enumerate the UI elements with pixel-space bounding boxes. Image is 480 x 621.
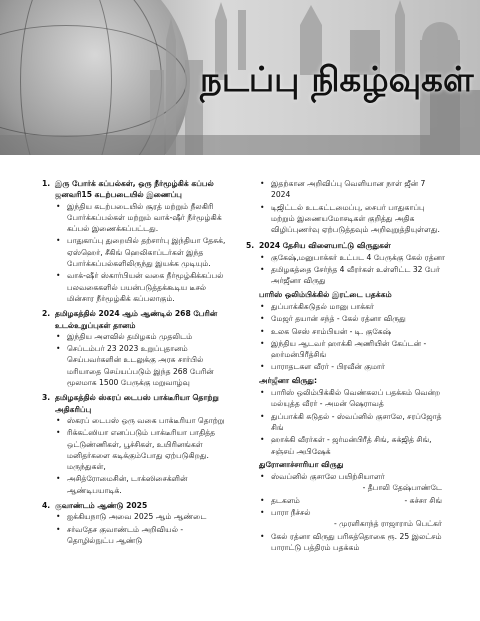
header-banner xyxy=(0,0,480,155)
section-5 xyxy=(246,240,446,553)
page-title: நடப்பு நிகழ்வுகள் xyxy=(200,60,474,100)
list-item: • பாராதடகள வீரர் - பிரவீன் குமார் xyxy=(259,361,446,372)
list-item: • பாதுகாப்பு துறையில் தற்சார்பு இந்தியா தேசுக், ஏஸ்ஹெர், சீகிங் ஹெலிகாப்டர்கள் இந்த போர்க்கப்பல்களிலிருந்து இயக்க முடியும். xyxy=(55,235,226,269)
list-item: • தடகளம் - சுச்சா சிங் xyxy=(259,495,446,506)
list-item: • உலக செஸ் சாம்பியன் - டி. குகேஷ் xyxy=(259,326,446,337)
list-item: • ரிக்கட்ஸியா எனப்படும் பாக்டீரியா பாதித்த ஒட்டுண்ணிகள், பூச்சிகள், உயிரினங்கள் மனிதர்களை கடிக்கும்போது ஏற்படுகிறது. மருந்துகள், xyxy=(55,427,226,472)
list-item: • இந்திய ஆடவர் ஹாக்கி அணியின் கேப்டன் - ஹர்மன்பிரீத்சிங் xyxy=(259,338,446,361)
list-item: • இந்திய கடற்படையில் சூரத் மற்றும் நீலகிரி போர்க்கப்பல்கள் மற்றும் வாக்-ஷீர் நீர்மூழ்கிக் கப்பல் இணைக்கப்பட்டது. xyxy=(55,201,226,235)
list-item: • வாக்-ஷீர் ஸ்கார்பியன் வகை நீர்மூழ்கிக்கப்பல் பலவகைகளில் பயன்படுத்தக்கூடிய டீசல் மின்சார நீர்மூழ்கிக் கப்பலாகும். xyxy=(55,270,226,304)
list-item: • செப்டம்பர் 23 2023 உறுப்புதானம் செய்பவர்களின் உடலுக்கு அரசு சார்பில் மரியாதை செய்யப்படும் இந்த 268 பேரின் மூலமாக 1500 பேருக்கு மறுவாழ்வு xyxy=(55,343,226,388)
list-item: • துப்பாக்கிசுடுதல் மானு பாக்கர் xyxy=(259,301,446,312)
list-item: • அசித்ரோமைசின், டாக்ஸிசைக்ளின் ஆண்டிபயாடிக். xyxy=(55,473,226,496)
list-item: • ஐக்கியநாடு அவை 2025 ஆம் ஆண்டை xyxy=(55,511,226,522)
section-heading: 2. தமிழகத்தில் 2024 ஆம் ஆண்டில் 268 பேரின் உடல்உறுப்புகள் தானம் xyxy=(42,309,218,330)
section-heading: 3. தமிழகத்தில் ஸ்கரப் டைபஸ் பாக்டீரியா தொற்று அதிகரிப்பு xyxy=(42,393,219,414)
section-2 xyxy=(42,308,226,388)
list-item: • மேஜர் தயான் சந்த் - கேல் ரத்னா விருது xyxy=(259,313,446,324)
subheading-paris: பாரிஸ் ஒலிம்பிக்கில் இரட்டை பதக்கம் xyxy=(259,289,392,299)
list-item: • சர்வதேச குவாண்டம் அறிவியல் - தொழில்நுட்ப ஆண்டு xyxy=(55,524,226,547)
list-item: • ஹாக்கி வீரர்கள் - ஜர்மன்பிரீத் சிங், சுக்ஜித் சிங், சஞ்சய் அபிஷேக் xyxy=(259,434,446,457)
list-item: • இந்திய அளவில் தமிழகம் முதலிடம் xyxy=(55,331,226,342)
list-item: • ஸ்வப்னில் குசாலே பயிற்சியாளர் - தீபாலி தேஷ்பாண்டே xyxy=(259,471,446,494)
list-item: • பாரிஸ் ஒலிம்பிக்கில் வெண்கலப் பதக்கம் வென்ற மல்யுத்த வீரர் - அமன் ஷெராவத் xyxy=(259,387,446,410)
list-item: • இதற்கான அறிவிப்பு வெளியான நாள் ஜீன் 7 2024 xyxy=(259,178,446,201)
list-item: • கேல் ரத்னா விருது பரிசுத்தொகை ரூ. 25 இலட்சம் பாராட்டு பத்திரம் பதக்கம் xyxy=(259,531,446,554)
section-4 xyxy=(42,500,226,546)
list-item: • பாரா நீச்சல் - முரளிகாந்த் ராஜாராம் பெட்கர் xyxy=(259,507,446,530)
subheading-dronacharya: துரோனாச்சாரியா விருது xyxy=(259,459,344,469)
list-item: • ஸ்கரப் டைபஸ் ஒரு வகை பாக்டீரியா தொற்று xyxy=(55,415,226,426)
section-1 xyxy=(42,178,226,304)
list-item: • குகேஷ்,மனுபாக்கர் உட்பட 4 பேருக்கு கேல் ரத்னா xyxy=(259,252,446,263)
right-column xyxy=(246,178,446,557)
section-3 xyxy=(42,392,226,496)
list-item: • டிஜிட்டல் உடகட்டமைப்பு, சைபர் பாதுகாப்பு மற்றும் இணையமோசடிகள் குறித்து அதிக விழிப்புணர்வு ஏற்படுத்தவும் அறிவுறுத்தியுள்ளது. xyxy=(259,202,446,236)
list-item: • துப்பாக்கி சுடுதல் - ஸ்வப்னில் குசாலே, சரப்ஜோத் சிங் xyxy=(259,411,446,434)
list-item: • தமிழகத்தை சேர்ந்த 4 வீரர்கள் உள்ளிட்ட 32 பேர் அர்ஜீனா விருது xyxy=(259,264,446,287)
section-heading: 1. இரு போர்க் கப்பல்கள், ஒரு நீர்மூழ்கிக் கப்பல் ஜனவரி15 கடற்படையில் இணைப்பு xyxy=(42,179,214,200)
section-heading: 4. குவாண்டம் ஆண்டு 2025 xyxy=(42,501,148,511)
section-heading: 5. 2024 தேசிய விளையாட்டு விருதுகள் xyxy=(246,241,391,251)
left-column xyxy=(42,178,226,550)
subheading-arjuna: அர்ஜீனா விருது: xyxy=(259,375,318,385)
